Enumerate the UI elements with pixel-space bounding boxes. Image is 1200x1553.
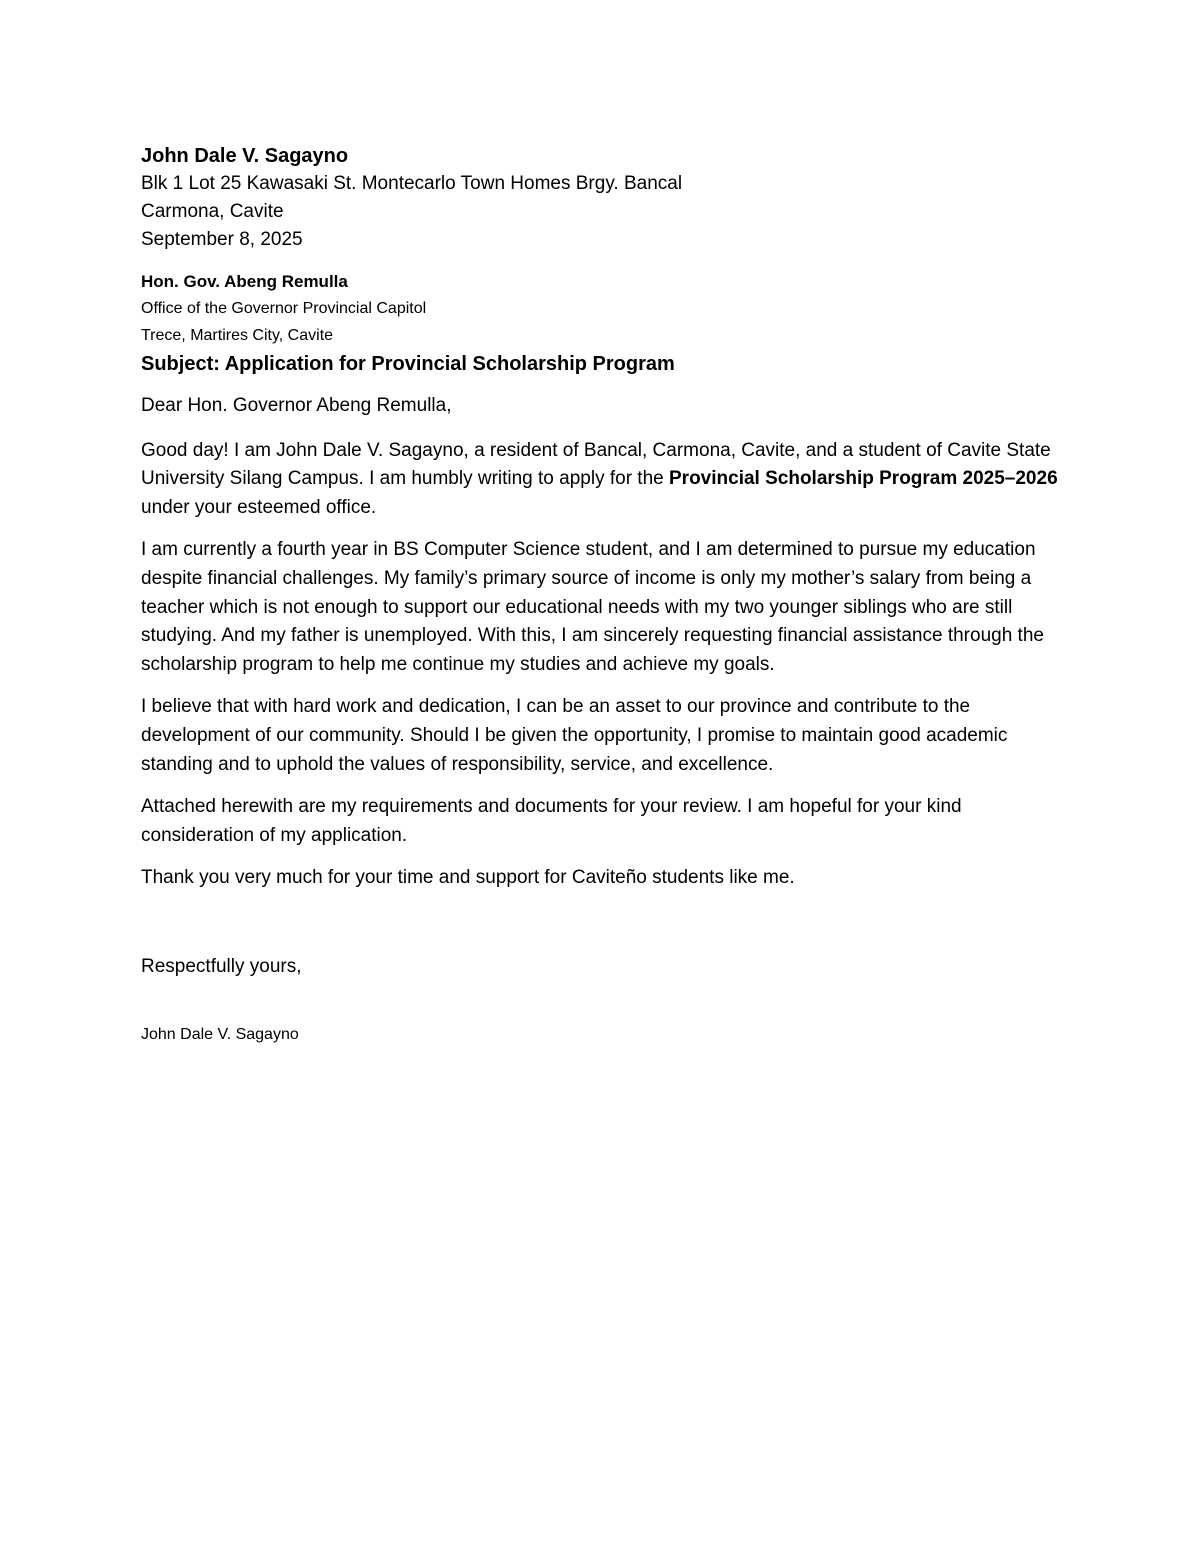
body-paragraph-1 bbox=[141, 437, 1071, 523]
signature-name: John Dale V. Sagayno bbox=[141, 1025, 299, 1043]
sender-address-line1: Blk 1 Lot 25 Kawasaki St. Montecarlo Town Homes Brgy. Bancal bbox=[141, 173, 683, 194]
body-paragraph-1-text-b: under your esteemed office. bbox=[141, 496, 377, 518]
body-paragraph-2: I am currently a fourth year in BS Computer Science student, and I am determined to pursue my education despite financial challenges. My family’s primary source of income is only my mother’s salary from being a teacher which is not enough to support our educational needs with my two younger siblings who are still studying. And my father is unemployed. With this, I am sincerely requesting financial assistance through the scholarship program to help me continue my studies and achieve my goals. bbox=[141, 539, 1044, 675]
body-paragraph-5: Thank you very much for your time and support for Caviteño students like me. bbox=[141, 867, 795, 889]
recipient-office: Office of the Governor Provincial Capitol bbox=[141, 300, 427, 317]
scholarship-program-name: Provincial Scholarship Program 2025–2026 bbox=[669, 468, 1058, 490]
letter-date: September 8, 2025 bbox=[141, 229, 303, 250]
subject-line: Subject: Application for Provincial Scholarship Program bbox=[141, 353, 675, 375]
salutation: Dear Hon. Governor Abeng Remulla, bbox=[141, 395, 452, 416]
sender-block bbox=[141, 142, 1071, 254]
closing: Respectfully yours, bbox=[141, 955, 302, 977]
letter-body bbox=[141, 142, 1071, 1047]
body-paragraph-3: I believe that with hard work and dedication, I can be an asset to our province and contribute to the development of our community. Should I be given the opportunity, I promise to maintain good academic standing and to uphold the values of responsibility, service, and excellence. bbox=[141, 696, 1008, 775]
recipient-block bbox=[141, 268, 1071, 349]
sender-name: John Dale V. Sagayno bbox=[141, 145, 349, 167]
body-paragraph-1-text-a: Good day! I am John Dale V. Sagayno, a resident of Bancal, Carmona, Cavite, and a student of Cavite State University Silang Campus. I am humbly writing to apply for the bbox=[141, 439, 1051, 490]
body-paragraph-4: Attached herewith are my requirements and documents for your review. I am hopeful for your kind consideration of my application. bbox=[141, 796, 962, 846]
recipient-city: Trece, Martires City, Cavite bbox=[141, 327, 334, 344]
sender-address-line2: Carmona, Cavite bbox=[141, 201, 284, 222]
recipient-name: Hon. Gov. Abeng Remulla bbox=[141, 272, 348, 291]
